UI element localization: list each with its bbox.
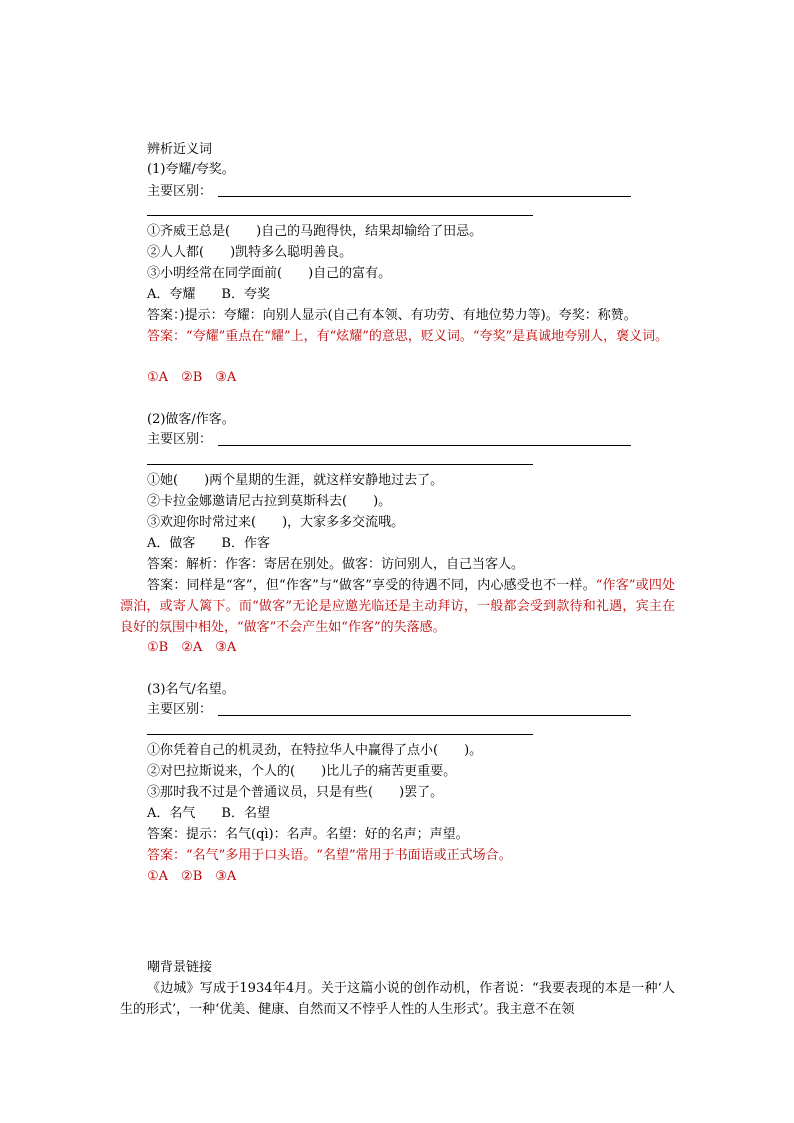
background-text: 《边城》写成于1934年4月。关于这篇小说的创作动机，作者说：“我要表现的本是一种‘人生的形式’，一种‘优美、健康、自然而又不悖乎人性的人生形式’。我主意不在领	[120, 981, 675, 1017]
group-2-answer-part-3: “做客”不会产生如“作客”的失落感。	[237, 620, 446, 635]
group-1-sentence-2: ②人人都( )凯特多么聪明善良。	[147, 245, 353, 260]
background-title: 嘲背景链接	[147, 960, 213, 975]
group-3-sentence-2: ②对巴拉斯说来，个人的( )比儿子的痛苦更重要。	[147, 764, 457, 779]
group-2-sentence-3: ③欢迎你时常过来( )，大家多多交流哦。	[147, 515, 405, 530]
group-2-options: A．做客 B．作客	[147, 536, 270, 551]
group-1-hint: 答案：)提示：夸耀：向别人显示(自己有本领、有功劳、有地位势力等)。夸奖：称赞。	[147, 308, 637, 323]
group-1-sentence-3: ③小明经常在同学面前( )自己的富有。	[147, 266, 392, 281]
group-3-answer-line-2	[147, 734, 533, 735]
group-1-answer: 答案：“夸耀”重点在“耀”上，有“炫耀”的意思，贬义词。“夸奖”是真诚地夸别人，褒义词。	[147, 329, 669, 344]
group-3-sentence-3: ③那时我不过是个普通议员，只是有些( )罢了。	[147, 785, 444, 800]
group-1-sentence-1: ①齐威王总是( )自己的马跑得快，结果却输给了田忌。	[147, 224, 483, 239]
group-1-answer-line-1	[218, 196, 631, 197]
group-2-answer-part-1: 答案：同样是“客”，但“作客”与“做客”享受的待遇不同，内心感受也不一样。	[147, 578, 596, 593]
group-2-hint: 答案：解析：作客：寄居在别处。做客：访问别人，自己当客人。	[147, 557, 525, 572]
group-3-answer: 答案：“名气”多用于口头语。“名望”常用于书面语或正式场合。	[147, 848, 512, 863]
group-1-heading: (1)夸耀/夸奖。	[147, 162, 235, 177]
group-2-answer	[120, 575, 675, 638]
group-2-answer-part-2: “作客”或四处漂泊，或寄人篱下。而“做客”无论是应邀光临还是主动拜访，一般都会受到款待和礼遇，宾主在良好的氛围中相处，	[120, 578, 675, 635]
group-2-key: ①B ②A ③A	[147, 640, 237, 655]
group-1-diff-label: 主要区别：	[147, 184, 213, 199]
group-1-options: A．夸耀 B．夸奖	[147, 287, 270, 302]
group-1-answer-line-2	[147, 215, 533, 216]
group-2-answer-line-1	[218, 445, 631, 446]
section-title: 辨析近义词	[147, 142, 213, 157]
group-2-answer-line-2	[147, 464, 533, 465]
group-2-sentence-1: ①她( )两个星期的生涯，就这样安静地过去了。	[147, 473, 444, 488]
group-3-heading: (3)名气/名望。	[147, 682, 235, 697]
group-2-sentence-2: ②卡拉金娜邀请尼古拉到莫斯科去( )。	[147, 494, 392, 509]
group-1-key: ①A ②B ③A	[147, 370, 237, 385]
group-3-answer-line-1	[218, 715, 631, 716]
group-3-options: A．名气 B．名望	[147, 806, 270, 821]
group-3-diff-label: 主要区别：	[147, 702, 213, 717]
group-3-key: ①A ②B ③A	[147, 869, 237, 884]
group-3-sentence-1: ①你凭着自己的机灵劲，在特拉华人中赢得了点小( )。	[147, 743, 483, 758]
group-2-diff-label: 主要区别：	[147, 432, 213, 447]
group-3-hint: 答案：提示：名气(qì)：名声。名望：好的名声；声望。	[147, 827, 469, 842]
group-2-heading: (2)做客/作客。	[147, 412, 235, 427]
